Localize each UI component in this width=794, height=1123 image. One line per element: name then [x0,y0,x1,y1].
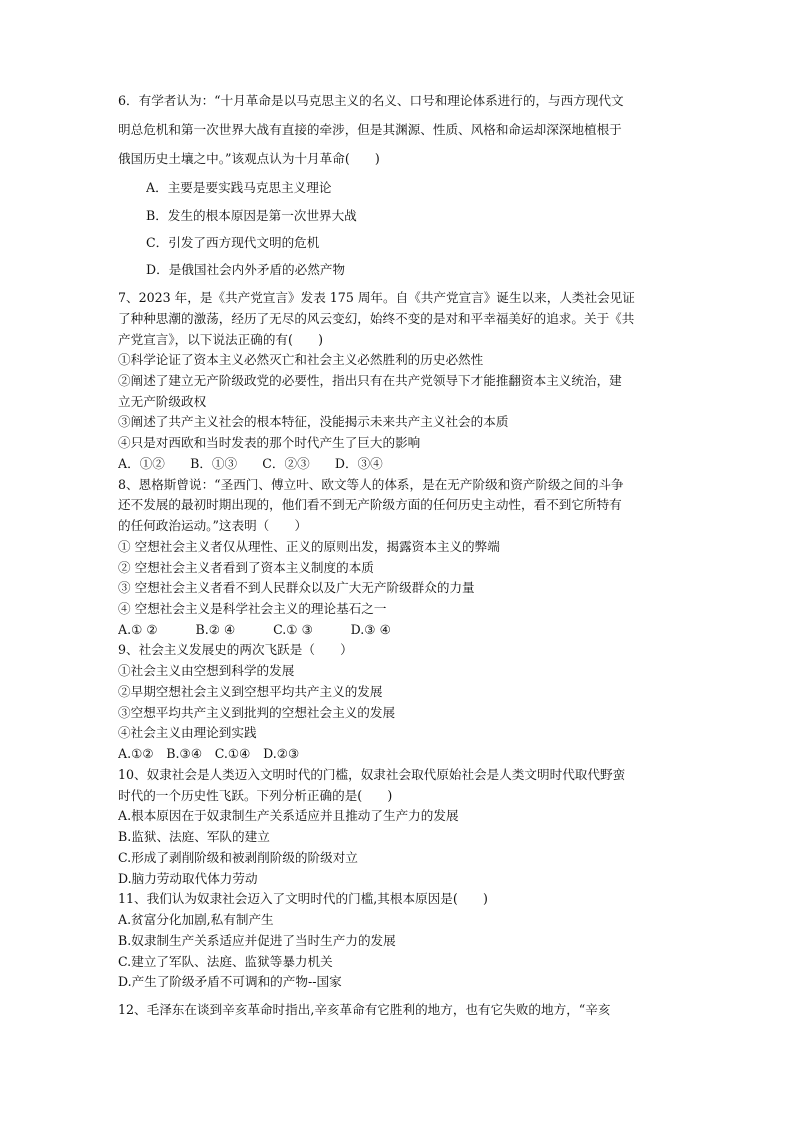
q12-line: 12、毛泽东在谈到辛亥革命时指出,辛亥革命有它胜利的地方，也有它失败的地方，“辛亥 [118,1002,611,1017]
q6-option-d: D．是俄国社会内外矛盾的必然产物 [146,262,346,277]
q11-stem: 11、我们认为奴隶社会迈入了文明时代的门槛,其根本原因是( ) [118,891,488,906]
q10-option-a: A.根本原因在于奴隶制生产关系适应并且推动了生产力的发展 [118,808,459,823]
q7-statement-4: ④只是对西欧和当时发表的那个时代产生了巨大的影响 [118,435,421,450]
q10-line: 10、奴隶社会是人类迈入文明时代的门槛，奴隶社会取代原始社会是人类文明时代取代野蛮 [118,767,626,782]
q11-option-c: C.建立了军队、法庭、监狱等暴力机关 [118,954,333,969]
q8-statement-1: ① 空想社会主义者仅从理性、正义的原则出发，揭露资本主义的弊端 [118,539,500,554]
q9-stem: 9、社会主义发展史的两次飞跃是（ ） [118,642,353,657]
q9-statement-1: ①社会主义由空想到科学的发展 [118,663,295,678]
q9-statement-4: ④社会主义由理论到实践 [118,725,257,740]
q7-statement-1: ①科学论证了资本主义必然灭亡和社会主义必然胜利的历史必然性 [118,352,484,367]
q8-statement-4: ④ 空想社会主义是科学社会主义的理论基石之一 [118,601,387,616]
q6-stem-line: 俄国历史土壤之中。”该观点认为十月革命( ) [118,151,380,166]
q11-option-d: D.产生了阶级矛盾不可调和的产物--国家 [118,974,342,989]
q10-option-b: B.监狱、法庭、军队的建立 [118,829,270,844]
q10-option-c: C.形成了剥削阶级和被剥削阶级的阶级对立 [118,850,358,865]
q8-line: 的任何政治运动。”这表明（ ） [118,518,308,533]
q7-statement-3: ③阐述了共产主义社会的根本特征，没能揭示未来共产主义社会的本质 [118,414,509,429]
q7-line: 产党宣言》，以下说法正确的有( ) [118,332,324,347]
q8-statement-3: ③ 空想社会主义者看不到人民群众以及广大无产阶级群众的力量 [118,580,475,595]
q9-statement-3: ③空想平均共产主义到批判的空想社会主义的发展 [118,705,396,720]
q7-line: 了种种思潮的激荡，经历了无尽的风云变幻，始终不变的是对和平幸福美好的追求。关于《共 [118,311,635,326]
q10-line: 时代的一个历史性飞跃。下列分析正确的是( ) [118,788,393,803]
q7-statement-2: ②阐述了建立无产阶级政党的必要性，指出只有在共产党领导下才能推翻资本主义统治，建 [118,373,622,388]
q8-line: 还不发展的最初时期出现的，他们看不到无产阶级方面的任何历史主动性，看不到它所特有 [118,497,622,512]
q7-options: A．①② B．①③ C．②③ D．③④ [118,456,383,471]
q7-statement-2-cont: 立无产阶级政权 [118,394,207,409]
q6-option-c: C．引发了西方现代文明的危机 [146,235,320,250]
q10-option-d: D.脑力劳动取代体力劳动 [118,871,258,886]
q11-option-b: B.奴隶制生产关系适应并促进了当时生产力的发展 [118,933,396,948]
q7-line: 7、2023 年，是《共产党宣言》发表 175 周年。自《共产党宣言》诞生以来，人类社会见证 [118,290,635,305]
q8-line: 8、恩格斯曾说：“圣西门、傅立叶、欧文等人的体系，是在无产阶级和资产阶级之间的斗争 [118,477,624,492]
q8-statement-2: ② 空想社会主义者看到了资本主义制度的本质 [118,560,374,575]
q9-statement-2: ②早期空想社会主义到空想平均共产主义的发展 [118,684,383,699]
q6-stem-line: 明总危机和第一次世界大战有直接的牵涉，但是其渊源、性质、风格和命运却深深地植根于 [118,122,622,137]
q8-options: A.① ② B.② ④ C.① ③ D.③ ④ [118,622,391,637]
q9-options: A.①② B.③④ C.①④ D.②③ [118,746,300,761]
q11-option-a: A.贫富分化加剧,私有制产生 [118,912,274,927]
q6-option-b: B．发生的根本原因是第一次世界大战 [146,208,357,223]
q6-option-a: A．主要是要实践马克思主义理论 [146,180,332,195]
q6-stem-line: 6．有学者认为：“十月革命是以马克思主义的名义、口号和理论体系进行的，与西方现代文 [118,93,624,108]
